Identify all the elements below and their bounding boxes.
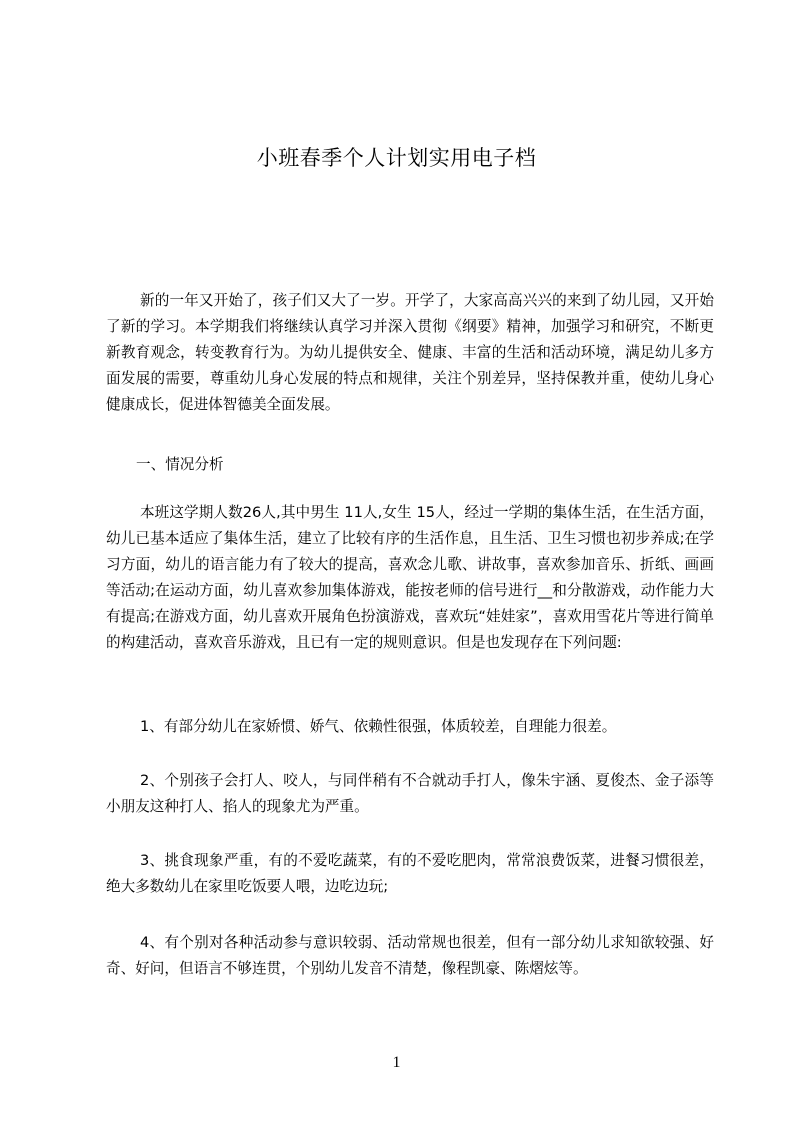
problem-item: 2、个别孩子会打人、咬人，与同伴稍有不合就动手打人，像朱宇涵、夏俊杰、金子添等小朋友这种打人、掐人的现象尤为严重。	[106, 772, 714, 815]
problem-item: 3、挑食现象严重，有的不爱吃蔬菜，有的不爱吃肥肉，常常浪费饭菜，进餐习惯很差，绝大多数幼儿在家里吃饭要人喂，边吃边玩;	[106, 852, 714, 895]
problem-item: 1、有部分幼儿在家娇惯、娇气、依赖性很强，体质较差，自理能力很差。	[140, 718, 617, 735]
document-title: 小班春季个人计划实用电子档	[256, 146, 537, 170]
analysis-paragraph: 本班这学期人数26人,其中男生 11人,女生 15人，经过一学期的集体生活，在生活方面，幼儿已基本适应了集体生活，建立了比较有序的生活作息，且生活、卫生习惯也初步养成;在学习方面，幼儿的语言能力有了较大的提高，喜欢念儿歌、讲故事，喜欢参加音乐、折纸、画画等活动;在运动方面，幼儿喜欢参加集体游戏，能按老师的信号进行__和分散游戏，动作能力大有提高;在游戏方面，幼儿喜欢开展角色扮演游戏，喜欢玩“娃娃家”，喜欢用雪花片等进行简单的构建活动，喜欢音乐游戏，且已有一定的规则意识。但是也发现存在下列问题:	[106, 504, 714, 651]
intro-paragraph: 新的一年又开始了，孩子们又大了一岁。开学了，大家高高兴兴的来到了幼儿园，又开始了新的学习。本学期我们将继续认真学习并深入贯彻《纲要》精神，加强学习和研究，不断更新教育观念，转变教育行为。为幼儿提供安全、健康、丰富的生活和活动环境，满足幼儿多方面发展的需要，尊重幼儿身心发展的特点和规律，关注个别差异，坚持保教并重，使幼儿身心健康成长，促进体智德美全面发展。	[106, 292, 714, 413]
section-heading: 一、情况分析	[136, 456, 224, 473]
problem-item: 4、有个别对各种活动参与意识较弱、活动常规也很差，但有一部分幼儿求知欲较强、好奇、好问，但语言不够连贯，个别幼儿发音不清楚，像程凯豪、陈熠炫等。	[106, 934, 714, 977]
page-number: 1	[392, 1054, 401, 1071]
